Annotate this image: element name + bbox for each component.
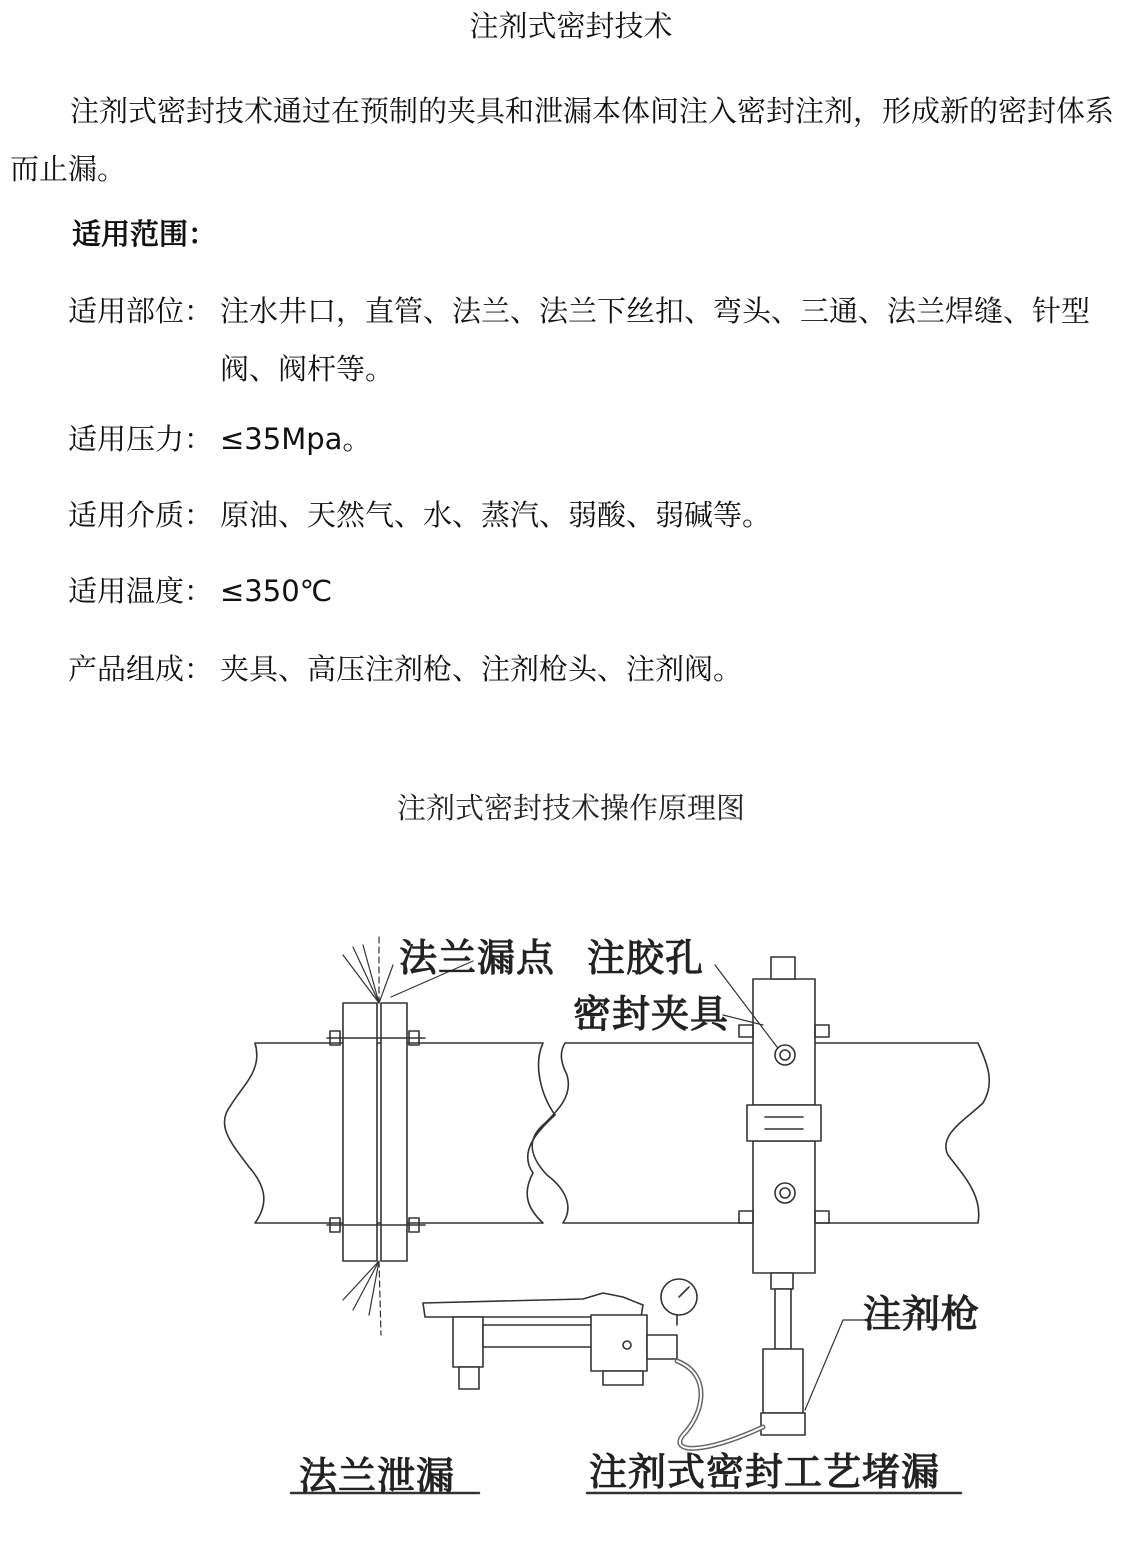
spec-row-pressure — [68, 410, 371, 468]
spec-value: 夹具、高压注剂枪、注剂枪头、注剂阀。 — [220, 652, 743, 686]
spec-row-medium — [68, 486, 771, 544]
spec-row-location — [68, 282, 1132, 398]
spec-row-temperature — [68, 562, 332, 620]
injection-gun-valve — [771, 1273, 793, 1289]
injection-gun-base — [761, 1413, 805, 1435]
injection-gun-stem — [775, 1289, 791, 1349]
spec-label: 适用压力： — [68, 422, 214, 456]
label-injection-gun: 注剂枪 — [863, 1291, 981, 1336]
label-leak-point: 法兰漏点 — [399, 935, 556, 980]
spec-label: 适用介质： — [68, 498, 214, 532]
clamp-middle-band — [747, 1105, 821, 1141]
spec-value: 原油、天然气、水、蒸汽、弱酸、弱碱等。 — [220, 498, 772, 532]
figure-caption: 注剂式密封技术操作原理图 — [396, 791, 745, 825]
sealing-diagram — [203, 905, 997, 1501]
leak-spray-top — [343, 935, 393, 1003]
scope-heading: 适用范围： — [72, 217, 218, 251]
spec-value: ≤350℃ — [220, 574, 333, 608]
spec-value: 注水井口，直管、法兰、法兰下丝扣、弯头、三通、法兰焊缝、针型阀、阀杆等。 — [220, 294, 1091, 386]
spec-label: 适用部位： — [68, 294, 214, 328]
leak-spray-bottom — [343, 1261, 381, 1335]
flange-plate-left — [343, 1003, 377, 1261]
spec-label: 产品组成： — [68, 652, 214, 686]
label-sealing-clamp: 密封夹具 — [573, 991, 730, 1036]
sealing-clamp-upper — [753, 979, 815, 1105]
hydraulic-pump — [423, 1279, 697, 1389]
label-flange-leak: 法兰泄漏 — [299, 1453, 456, 1498]
spec-value: ≤35Mpa。 — [220, 422, 372, 456]
label-injection-hole: 注胶孔 — [587, 935, 705, 980]
spec-row-composition — [68, 640, 742, 698]
label-sealing-process: 注剂式密封工艺堵漏 — [589, 1449, 941, 1494]
sealing-clamp-lower — [753, 1141, 815, 1273]
spec-label: 适用温度： — [68, 574, 214, 608]
page-title: 注剂式密封技术 — [469, 9, 673, 43]
injection-gun-body — [763, 1349, 803, 1413]
flange-plate-right — [381, 1003, 407, 1261]
injection-port-top — [771, 957, 795, 979]
intro-paragraph: 注剂式密封技术通过在预制的夹具和泄漏本体间注入密封注剂，形成新的密封体系而止漏。 — [10, 94, 1115, 186]
injection-hose — [677, 1361, 763, 1448]
